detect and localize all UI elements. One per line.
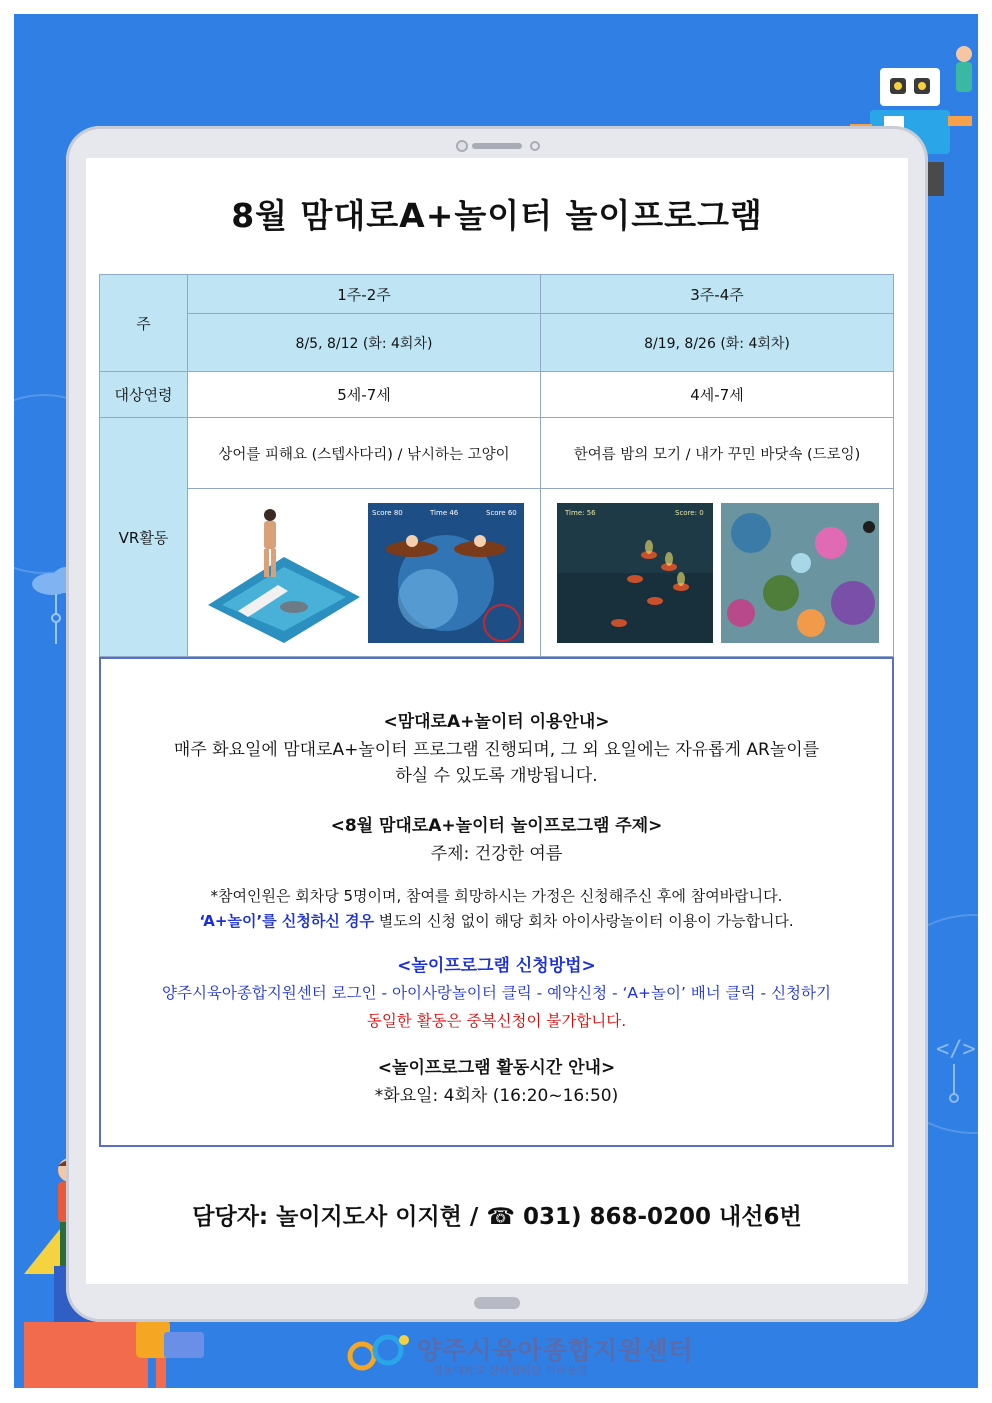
apply-title: <놀이프로그램 신청방법> (397, 956, 596, 976)
week1-dates: 8/5, 8/12 (화: 4회차) (188, 314, 541, 372)
footer-org-sub: 경동대학교 산학협력단 위탁운영 (432, 1364, 588, 1377)
contact-info: 담당자: 놀이지도사 이지현 / ☎ 031) 868-0200 내선6번 (192, 1204, 802, 1230)
week2-age: 4세-7세 (541, 372, 894, 418)
week2-dates: 8/19, 8/26 (화: 4회차) (541, 314, 894, 372)
game-score-c: Score: 0 (675, 509, 704, 517)
note-line-1: *참여인원은 회차당 5명이며, 참여를 희망하시는 가정은 신청해주신 후에 참여바랍니다. (210, 887, 783, 905)
theme-title: <8월 맘대로A+놀이터 놀이프로그램 주제> (330, 816, 663, 836)
guide-line-2: 하실 수 있도록 개방됩니다. (395, 766, 598, 786)
game-time-a: Time 46 (430, 509, 459, 517)
mosquito-game-image (557, 503, 713, 643)
info-box (99, 657, 894, 1147)
week-label: 주 (100, 275, 188, 372)
note-line-2 (101, 910, 892, 931)
schedule-table (99, 274, 894, 657)
table-row (100, 489, 894, 657)
footer-org-name: 양주시육아종합지원센터 (417, 1336, 694, 1365)
apply-warning: 동일한 활동은 중복신청이 불가합니다. (366, 1012, 627, 1030)
time-line: *화요일: 4회차 (16:20~16:50) (374, 1086, 619, 1106)
week2-images (541, 489, 894, 657)
game-score-a: Score 80 (372, 509, 403, 517)
time-title: <놀이프로그램 활동시간 안내> (377, 1058, 616, 1078)
week1-activity: 상어를 피해요 (스텝사다리) / 낚시하는 고양이 (188, 418, 541, 489)
fishing-cat-image (368, 503, 524, 643)
theme-line: 주제: 건강한 여름 (430, 844, 563, 864)
apply-steps: 양주시육아종합지원센터 로그인 - 아이사랑놀이터 클릭 - 예약신청 - ‘A+놀이’ 배너 클릭 - 신청하기 (162, 984, 831, 1002)
svg-text:</>: </> (936, 1037, 976, 1062)
camera-dot (456, 140, 468, 152)
shark-ladder-image (208, 503, 360, 643)
underwater-drawing-image (721, 503, 879, 643)
age-label: 대상연령 (100, 372, 188, 418)
week2-header: 3주-4주 (541, 275, 894, 314)
home-button (474, 1297, 520, 1309)
note-text: 별도의 신청 없이 해당 회차 아이사랑놀이터 이용이 가능합니다. (374, 912, 794, 930)
camera-bar (472, 143, 522, 149)
guide-line-1: 매주 화요일에 맘대로A+놀이터 프로그램 진행되며, 그 외 요일에는 자유롭게 AR놀이를 (173, 740, 820, 760)
page-title: 8월 맘대로A+놀이터 놀이프로그램 (231, 196, 763, 235)
week2-activity: 한여름 밤의 모기 / 내가 꾸민 바닷속 (드로잉) (541, 418, 894, 489)
note-highlight: ‘A+놀이’를 신청하신 경우 (199, 912, 375, 930)
table-row (100, 275, 894, 314)
table-row (100, 372, 894, 418)
table-row (100, 418, 894, 489)
game-time-b: Time: 56 (565, 509, 596, 517)
week1-header: 1주-2주 (188, 275, 541, 314)
camera-dot (530, 141, 540, 151)
vr-label: VR활동 (100, 418, 188, 657)
week1-images (188, 489, 541, 657)
week1-age: 5세-7세 (188, 372, 541, 418)
center-logo-icon (344, 1330, 414, 1374)
table-row (100, 314, 894, 372)
guide-title: <맘대로A+놀이터 이용안내> (383, 712, 610, 732)
game-score-b: Score 60 (486, 509, 517, 517)
code-brackets-icon (934, 1034, 978, 1124)
